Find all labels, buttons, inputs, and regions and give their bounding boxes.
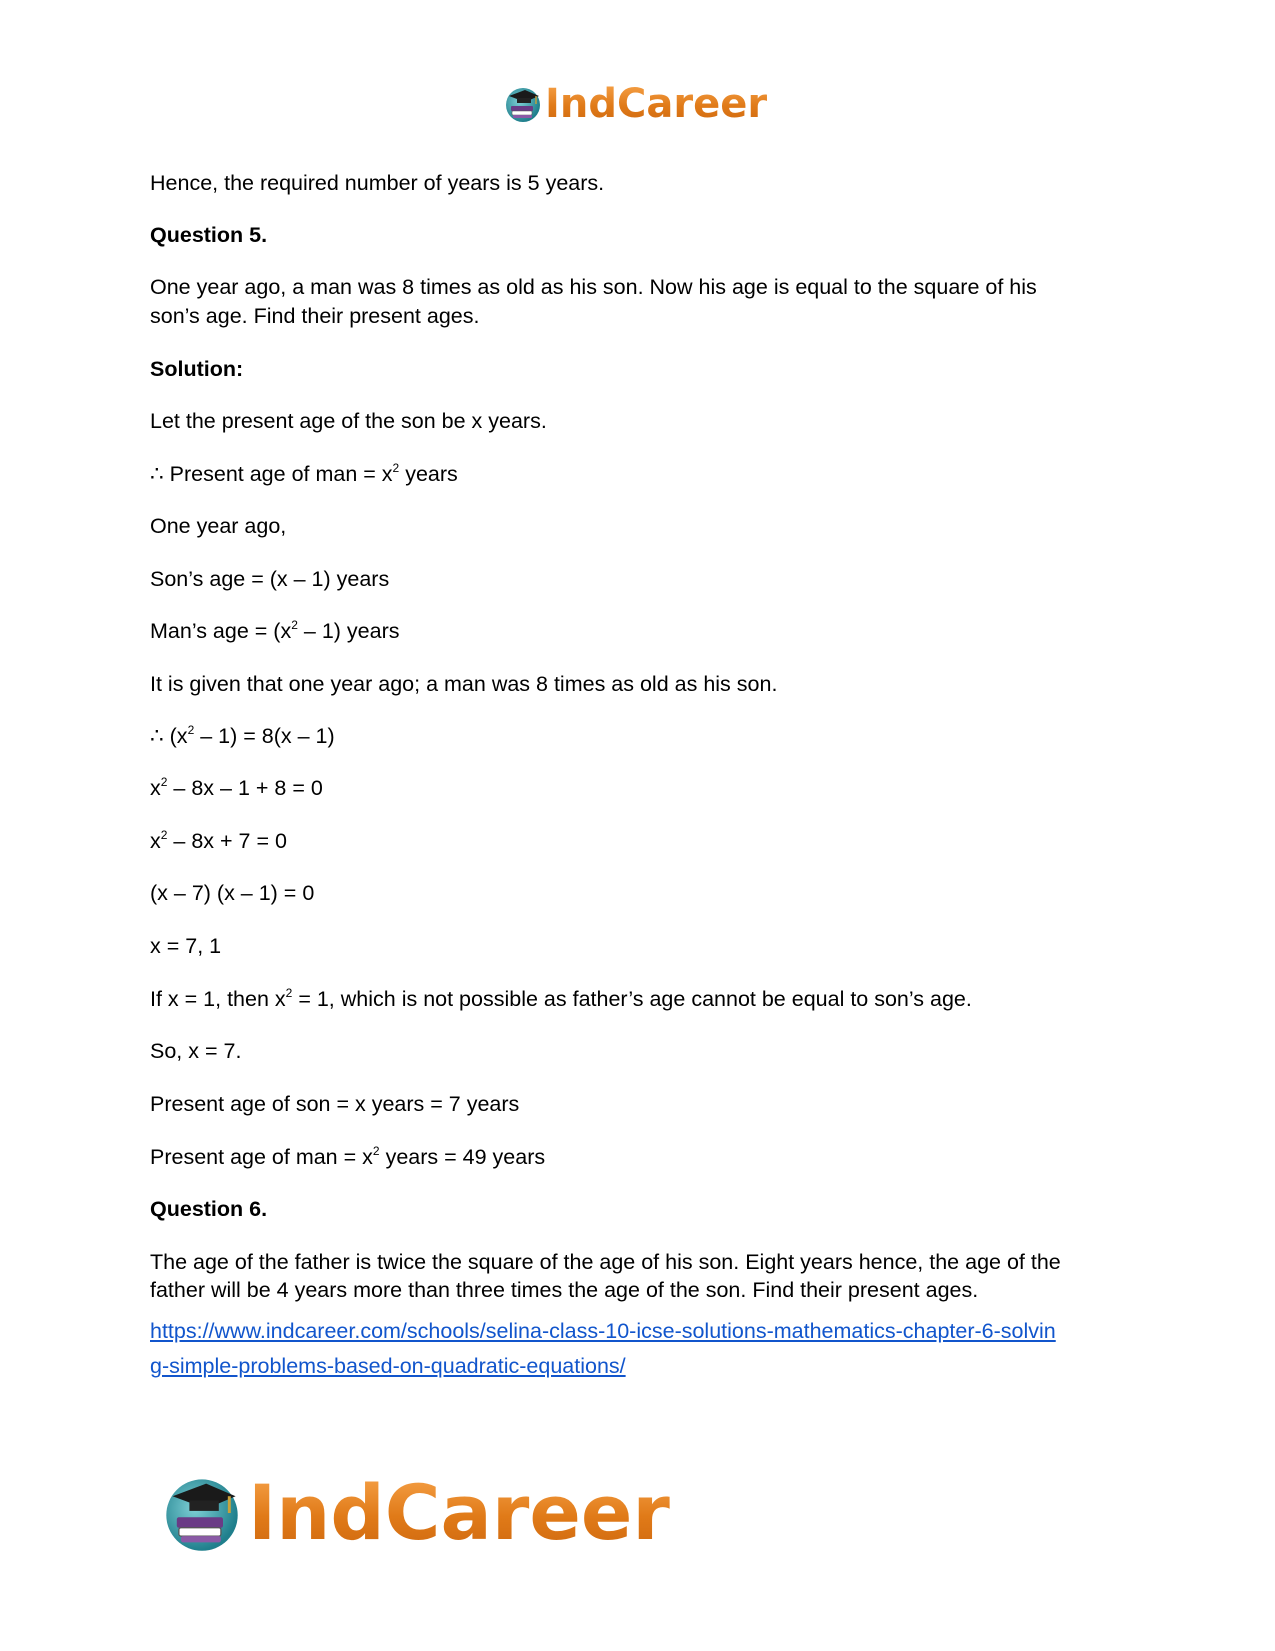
graduation-cap-books-globe-icon: [160, 1471, 244, 1555]
header-logo: [503, 78, 767, 130]
question-text: One year ago, a man was 8 times as old as his son. Now his age is equal to the square of his: [150, 275, 1037, 299]
solution-step: [150, 459, 458, 489]
solution-step: x = 7, 1: [150, 934, 222, 958]
solution-heading: Solution:: [150, 357, 244, 381]
solution-step: (x – 7) (x – 1) = 0: [150, 881, 315, 905]
graduation-cap-books-globe-icon: [503, 84, 543, 124]
solution-step: [150, 826, 287, 856]
text-segment: – 1) = 8(x – 1): [194, 724, 335, 748]
text-segment: – 8x – 1 + 8 = 0: [167, 776, 323, 800]
superscript: 2: [392, 460, 400, 475]
text-segment: years = 49 years: [379, 1145, 546, 1169]
superscript: 2: [160, 827, 168, 842]
superscript: 2: [285, 985, 293, 1000]
solution-step: So, x = 7.: [150, 1039, 242, 1063]
source-link-continued[interactable]: g-simple-problems-based-on-quadratic-equations/: [150, 1354, 626, 1378]
superscript: 2: [291, 617, 298, 632]
solution-step: [150, 1142, 545, 1172]
superscript: 2: [372, 1143, 380, 1158]
text-segment: x: [150, 829, 161, 853]
question-heading: Question 6.: [150, 1197, 268, 1221]
logo-wordmark: IndCareer: [248, 1468, 670, 1557]
solution-step: It is given that one year ago; a man was 8 times as old as his son.: [150, 672, 778, 696]
solution-step: Let the present age of the son be x years.: [150, 409, 547, 433]
paragraph: Hence, the required number of years is 5 years.: [150, 171, 605, 195]
question-heading: Question 5.: [150, 223, 268, 247]
text-segment: – 8x + 7 = 0: [167, 829, 287, 853]
superscript: 2: [160, 774, 168, 789]
solution-step: [150, 773, 323, 803]
text-segment: Present age of man = x: [150, 1145, 373, 1169]
text-segment: Man’s age = (x: [150, 619, 292, 643]
question-text: father will be 4 years more than three times the age of the son. Find their present ages.: [150, 1278, 979, 1302]
solution-step: One year ago,: [150, 514, 287, 538]
source-link[interactable]: https://www.indcareer.com/schools/selina-class-10-icse-solutions-mathematics-chapter-6-solvin: [150, 1319, 1056, 1343]
solution-step: Son’s age = (x – 1) years: [150, 567, 390, 591]
question-text: son’s age. Find their present ages.: [150, 304, 480, 328]
text-segment: If x = 1, then x: [150, 987, 286, 1011]
text-segment: x: [150, 776, 161, 800]
solution-step: Present age of son = x years = 7 years: [150, 1092, 520, 1116]
solution-step: [150, 984, 972, 1014]
text-segment: ∴ Present age of man = x: [150, 462, 393, 486]
text-segment: = 1, which is not possible as father’s age cannot be equal to son’s age.: [292, 987, 972, 1011]
superscript: 2: [187, 722, 195, 737]
footer-logo: [160, 1468, 670, 1558]
text-segment: – 1) years: [297, 619, 400, 643]
text-segment: years: [399, 462, 458, 486]
solution-step: [150, 616, 400, 646]
logo-wordmark: IndCareer: [545, 81, 768, 127]
text-segment: ∴ (x: [150, 724, 188, 748]
solution-step: [150, 721, 335, 751]
question-text: The age of the father is twice the square of the age of his son. Eight years hence, the age of the: [150, 1250, 1061, 1274]
